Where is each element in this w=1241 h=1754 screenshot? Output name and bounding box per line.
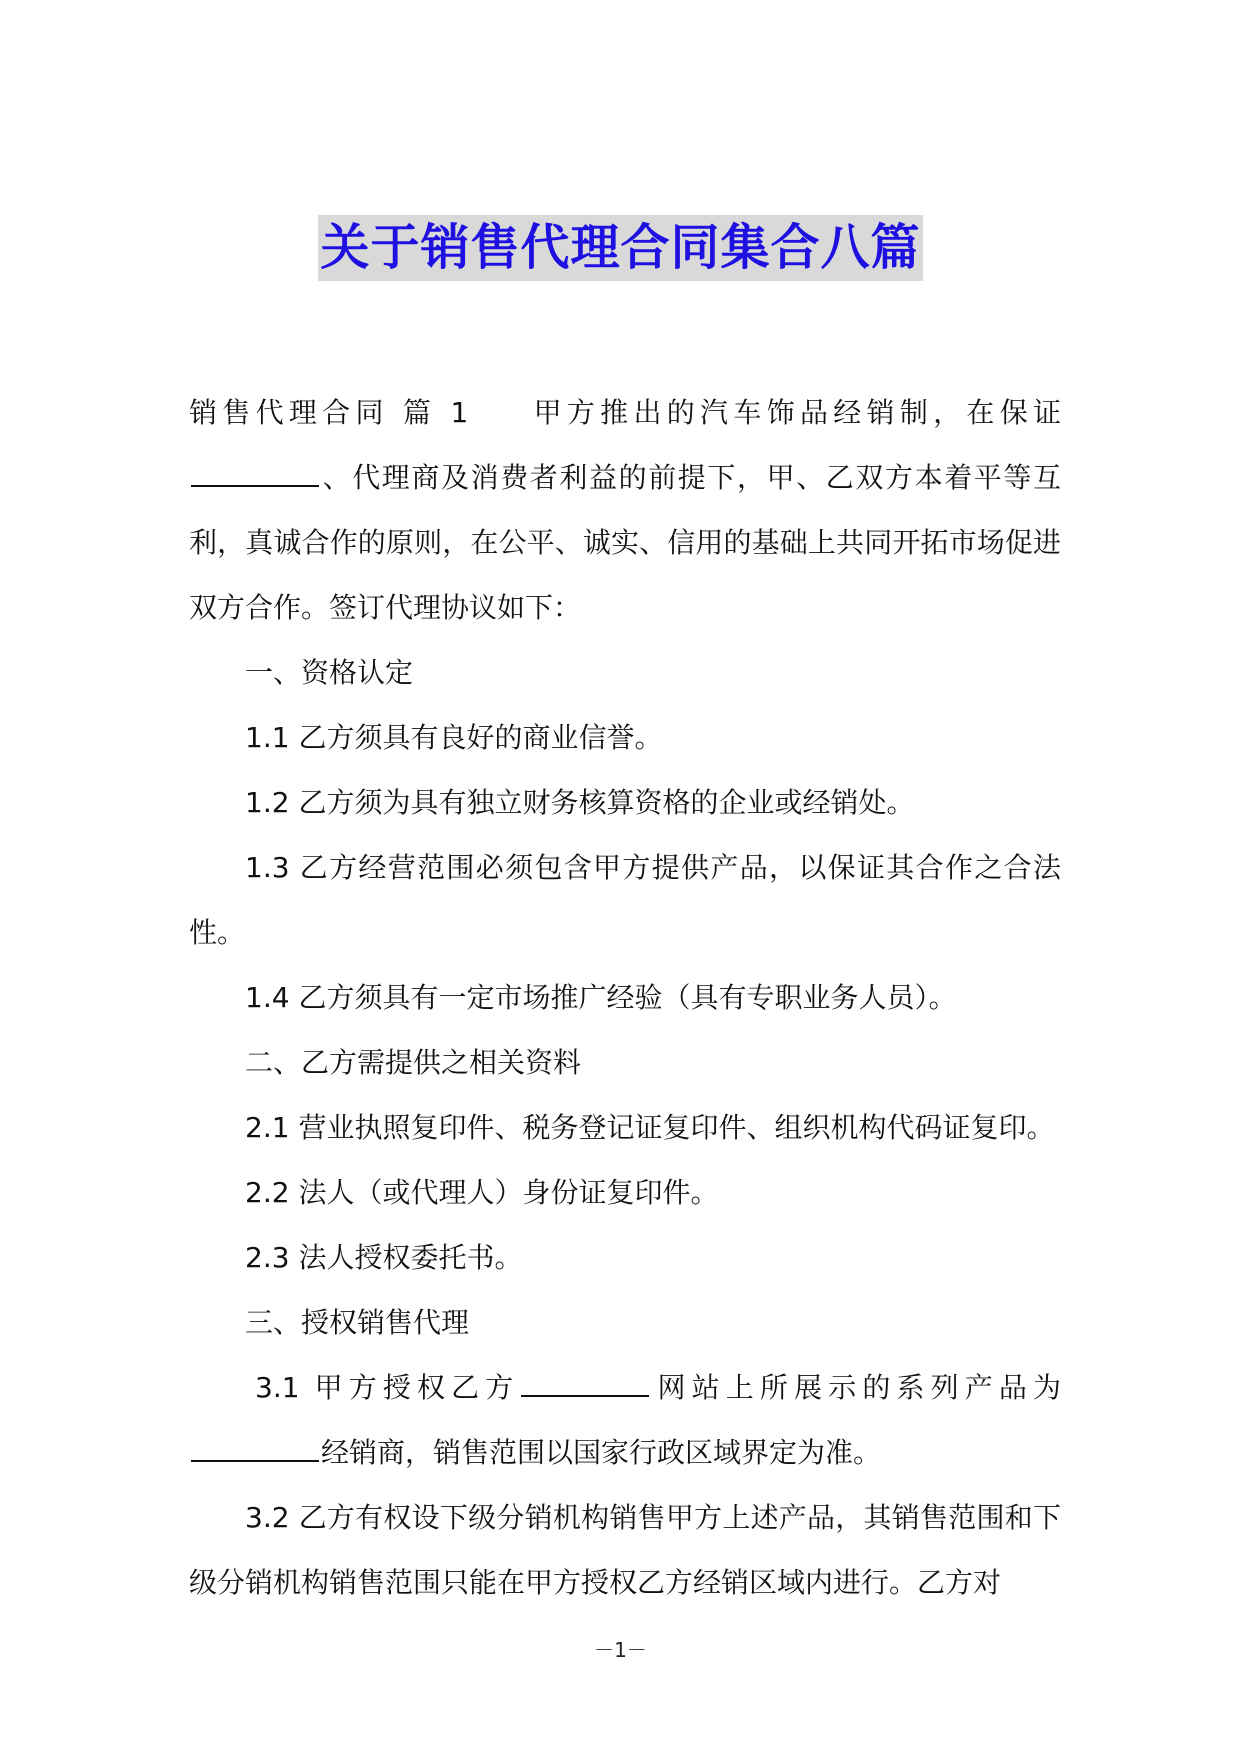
clause-3-2: 3.2 乙方有权设下级分销机构销售甲方上述产品，其销售范围和下级分销机构销售范围只能在甲方授权乙方经销区域内进行。乙方对 [189, 1501, 1061, 1599]
section-heading-2: 二、乙方需提供之相关资料 [245, 1046, 582, 1079]
section-heading-3: 三、授权销售代理 [245, 1306, 470, 1339]
blank-line [191, 457, 319, 487]
document-title: 关于销售代理合同集合八篇 [318, 215, 922, 281]
clause-2-3: 2.3 法人授权委托书。 [245, 1241, 523, 1274]
intro-heading-label: 销售代理合同 篇 [189, 396, 437, 429]
intro-line-1 [189, 380, 1061, 445]
blank-line [191, 1432, 319, 1462]
clause-3-1-line-2: 经销商，销售范围以国家行政区域界定为准。 [189, 1420, 1061, 1485]
clause-2-2: 2.2 法人（或代理人）身份证复印件。 [245, 1176, 719, 1209]
section-heading-1: 一、资格认定 [245, 656, 414, 689]
clause-3-1-line-1: 3.1 甲方授权乙方 网站上所展示的系列产品为 [189, 1355, 1061, 1420]
intro-paragraph [189, 445, 1061, 640]
page-number: －1－ [594, 1638, 647, 1662]
intro-text-2: 、代理商及消费者利益的前提下，甲、乙双方本着平等互利，真诚合作的原则，在公平、诚实、信用的基础上共同开拓市场促进双方合作。签订代理协议如下： [189, 461, 1061, 624]
intro-heading-number: 1 [450, 396, 469, 429]
clause-1-4: 1.4 乙方须具有一定市场推广经验（具有专职业务人员）。 [245, 981, 957, 1014]
clause-1-1: 1.1 乙方须具有良好的商业信誉。 [245, 721, 663, 754]
title-container [0, 215, 1241, 281]
clause-1-2: 1.2 乙方须为具有独立财务核算资格的企业或经销处。 [245, 786, 915, 819]
clause-2-1: 2.1 营业执照复印件、税务登记证复印件、组织机构代码证复印。 [245, 1111, 1055, 1144]
intro-text-1: 甲方推出的汽车饰品经销制，在保证 [528, 396, 1061, 429]
clause-1-3: 1.3 乙方经营范围必须包含甲方提供产品，以保证其合作之合法性。 [189, 851, 1061, 949]
document-body [189, 380, 1061, 1615]
blank-line [521, 1367, 649, 1397]
